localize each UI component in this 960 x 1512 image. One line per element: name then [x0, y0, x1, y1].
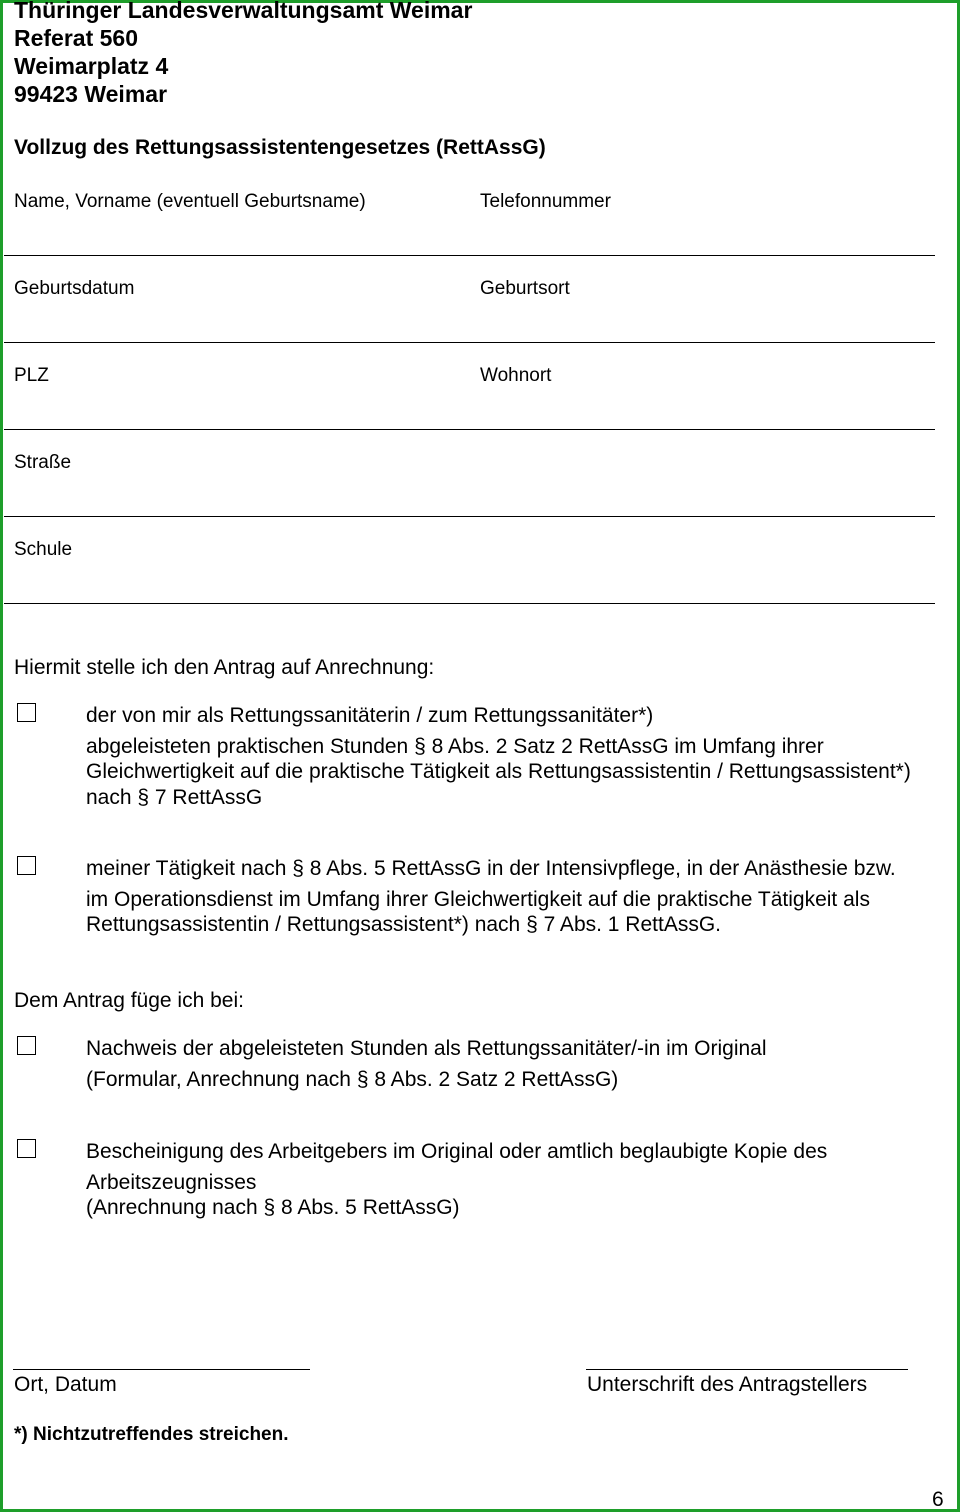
zip-field-label: PLZ: [14, 365, 49, 386]
option-line: (Formular, Anrechnung nach § 8 Abs. 2 Satz 2 RettAssG): [86, 1067, 619, 1091]
place-date-label: Ort, Datum: [14, 1373, 117, 1396]
option-text-paramedic-hours: [86, 703, 911, 810]
school-input-line[interactable]: [4, 603, 935, 604]
option-line: Rettungsassistentin / Rettungsassistent*) nach § 7 Abs. 1 RettAssG.: [86, 913, 721, 936]
address-line: Thüringer Landesverwaltungsamt Weimar: [14, 0, 473, 23]
address-line: 99423 Weimar: [14, 81, 168, 107]
recipient-address: [14, 0, 472, 108]
option-line: Gleichwertigkeit auf die praktische Tätigkeit als Rettungsassistentin / Rettungsassistent*): [86, 760, 911, 783]
option-checkbox-paramedic-hours[interactable]: [17, 703, 36, 722]
address-line: Referat 560: [14, 25, 139, 51]
street-input-line[interactable]: [4, 516, 935, 517]
signature-input-line[interactable]: [586, 1369, 908, 1370]
attachment-text-hours-proof: [86, 1036, 767, 1092]
birth-input-line[interactable]: [4, 342, 935, 343]
attachments-intro: Dem Antrag füge ich bei:: [14, 989, 244, 1012]
option-line: (Anrechnung nach § 8 Abs. 5 RettAssG): [86, 1196, 460, 1219]
subject-heading: Vollzug des Rettungsassistentengesetzes (RettAssG): [14, 136, 546, 159]
zip-city-input-line[interactable]: [4, 429, 935, 430]
birthplace-field-label: Geburtsort: [480, 278, 570, 299]
option-checkbox-intensive-care[interactable]: [17, 856, 36, 875]
option-line: nach § 7 RettAssG: [86, 785, 263, 809]
option-line: Arbeitszeugnisses: [86, 1170, 257, 1194]
signature-label: Unterschrift des Antragstellers: [587, 1373, 868, 1396]
name-field-label: Name, Vorname (eventuell Geburtsname): [14, 191, 366, 212]
place-date-input-line[interactable]: [13, 1369, 310, 1370]
attachment-checkbox-hours-proof[interactable]: [17, 1036, 36, 1055]
city-field-label: Wohnort: [480, 365, 552, 386]
option-line: Nachweis der abgeleisteten Stunden als Rettungssanitäter/-in im Original: [86, 1037, 767, 1060]
option-line: im Operationsdienst im Umfang ihrer Gleichwertigkeit auf die praktische Tätigkeit als: [86, 887, 870, 911]
option-line: abgeleisteten praktischen Stunden § 8 Abs. 2 Satz 2 RettAssG im Umfang ihrer: [86, 734, 824, 758]
option-line: meiner Tätigkeit nach § 8 Abs. 5 RettAssG in der Intensivpflege, in der Anästhesie bzw.: [86, 857, 896, 880]
option-line: Bescheinigung des Arbeitgebers im Original oder amtlich beglaubigte Kopie des: [86, 1140, 828, 1163]
page-number: 6: [932, 1488, 944, 1511]
name-phone-input-line[interactable]: [4, 255, 935, 256]
birthdate-field-label: Geburtsdatum: [14, 278, 135, 299]
option-line: der von mir als Rettungssanitäterin / zum Rettungssanitäter*): [86, 704, 654, 727]
phone-field-label: Telefonnummer: [480, 191, 611, 212]
address-line: Weimarplatz 4: [14, 53, 169, 79]
option-text-intensive-care: [86, 856, 896, 938]
school-field-label: Schule: [14, 539, 73, 560]
attachment-text-employer-certificate: [86, 1139, 827, 1221]
application-intro: Hiermit stelle ich den Antrag auf Anrechnung:: [14, 656, 435, 679]
footnote: *) Nichtzutreffendes streichen.: [14, 1424, 289, 1445]
street-field-label: Straße: [14, 452, 72, 473]
attachment-checkbox-employer-certificate[interactable]: [17, 1139, 36, 1158]
